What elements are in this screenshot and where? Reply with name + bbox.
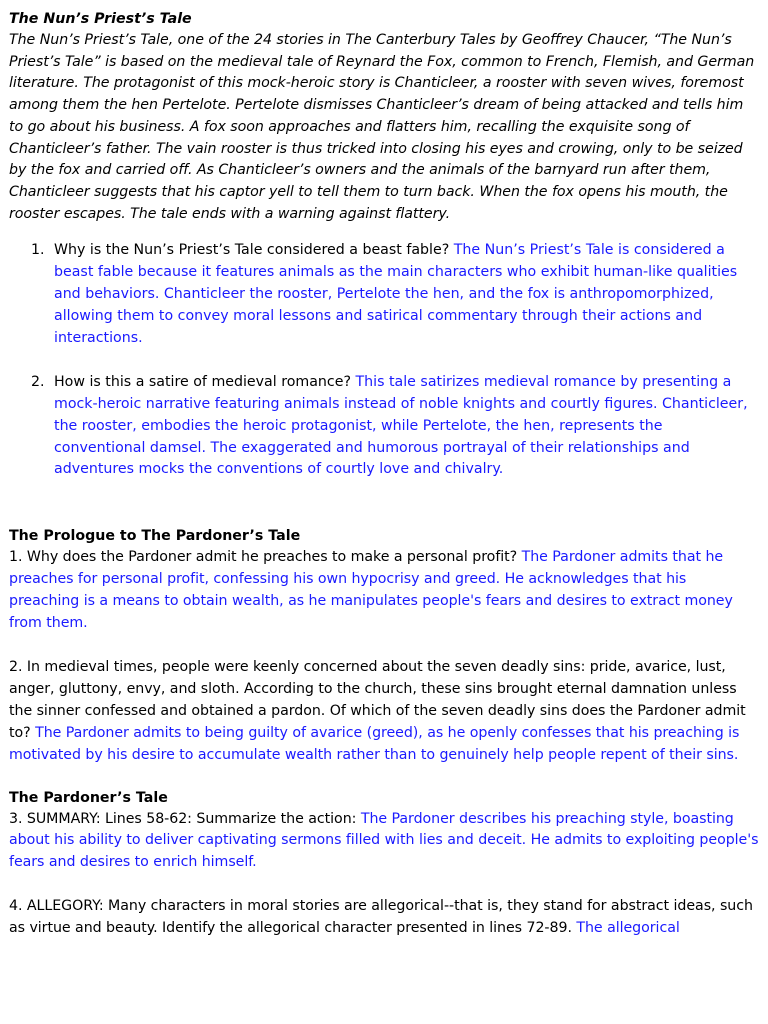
pardoner-question-3 [9,809,759,875]
question-text: 1. Why does the Pardoner admit he preaches to make a personal profit? [9,549,522,566]
prologue-question-1 [9,547,759,635]
nun-question-1 [9,240,759,350]
question-number: 2. [31,373,45,390]
spacer [9,481,759,525]
spacer [9,635,759,657]
answer-text: This tale satirizes medieval romance by presenting a mock-heroic narrative featuring animals instead of noble knights and courtly figures. Chanticleer, the rooster, embodies the heroic protagonist, while Pertelote, the hen, represents the conventional damsel. The exaggerated and humorous portrayal of their relationships and adventures mocks the conventions of courtly love and chivalry. [54,373,748,478]
answer-text: The Pardoner admits to being guilty of avarice (greed), as he openly confesses that his preaching is motivated by his desire to accumulate wealth rather than to genuinely help people repent of their sins. [9,724,740,763]
prologue-question-2 [9,657,759,767]
answer-text: The allegorical [576,920,680,937]
pardoner-title: The Pardoner’s Tale [9,789,168,806]
question-text: 4. ALLEGORY: Many characters in moral stories are allegorical--that is, they stand for abstract ideas, such as virtue and beauty. Identify the allegorical character presented in lines 72-89. [9,898,753,937]
question-text: 2. In medieval times, people were keenly concerned about the seven deadly sins: pride, avarice, lust, anger, gluttony, envy, and sloth. According to the church, these sins brought eternal damnation unless the sinner confessed and obtained a pardon. Of which of the seven deadly sins does the Pardoner admit to? [9,659,746,741]
nun-title: The Nun’s Priest’s Tale [9,11,192,27]
nun-intro: The Nun’s Priest’s Tale, one of the 24 stories in The Canterbury Tales by Geoffrey Chaucer, “The Nun’s Priest’s Tale” is based on the medieval tale of Reynard the Fox, common to French, Flemish, and German literature. The protagonist of this mock-heroic story is Chanticleer, a rooster with seven wives, foremost among them the hen Pertelote. Pertelote dismisses Chanticleer’s dream of being attacked and tells him to go about his business. A fox soon approaches and flatters him, recalling the exquisite song of Chanticleer’s father. The vain rooster is thus tricked into closing his eyes and crowing, only to be seized by the fox and carried off. As Chanticleer’s owners and the animals of the barnyard run after them, Chanticleer suggests that his captor yell to tell them to turn back. When the fox opens his mouth, the rooster escapes. The tale ends with a warning against flattery. [9,32,755,222]
nun-question-list [9,240,759,481]
nun-question-2 [9,372,759,482]
answer-text: The Pardoner admits that he preaches for personal profit, confessing his own hypocrisy and greed. He acknowledges that his preaching is a means to obtain wealth, as he manipulates people's fears and desires to extract money from them. [9,549,733,632]
pardoner-question-4 [9,896,759,940]
spacer [9,767,759,787]
question-text: 3. SUMMARY: Lines 58-62: Summarize the action: [9,810,361,827]
spacer [9,874,759,896]
question-text: How is this a satire of medieval romance? [54,373,356,390]
question-text: Why is the Nun’s Priest’s Tale considered a beast fable? [54,242,454,259]
answer-text: The Nun’s Priest’s Tale is considered a beast fable because it features animals as the main characters who exhibit human-like qualities and behaviors. Chanticleer the rooster, Pertelote the hen, and the fox is anthropomorphized, allowing them to convey moral lessons and satirical commentary through their actions and interactions. [54,242,738,346]
question-number: 1. [31,242,45,259]
prologue-title: The Prologue to The Pardoner’s Tale [9,528,301,545]
answer-text: The Pardoner describes his preaching style, boasting about his ability to deliver captivating sermons filled with lies and deceit. He admits to exploiting people's fears and desires to enrich himself. [9,810,759,871]
